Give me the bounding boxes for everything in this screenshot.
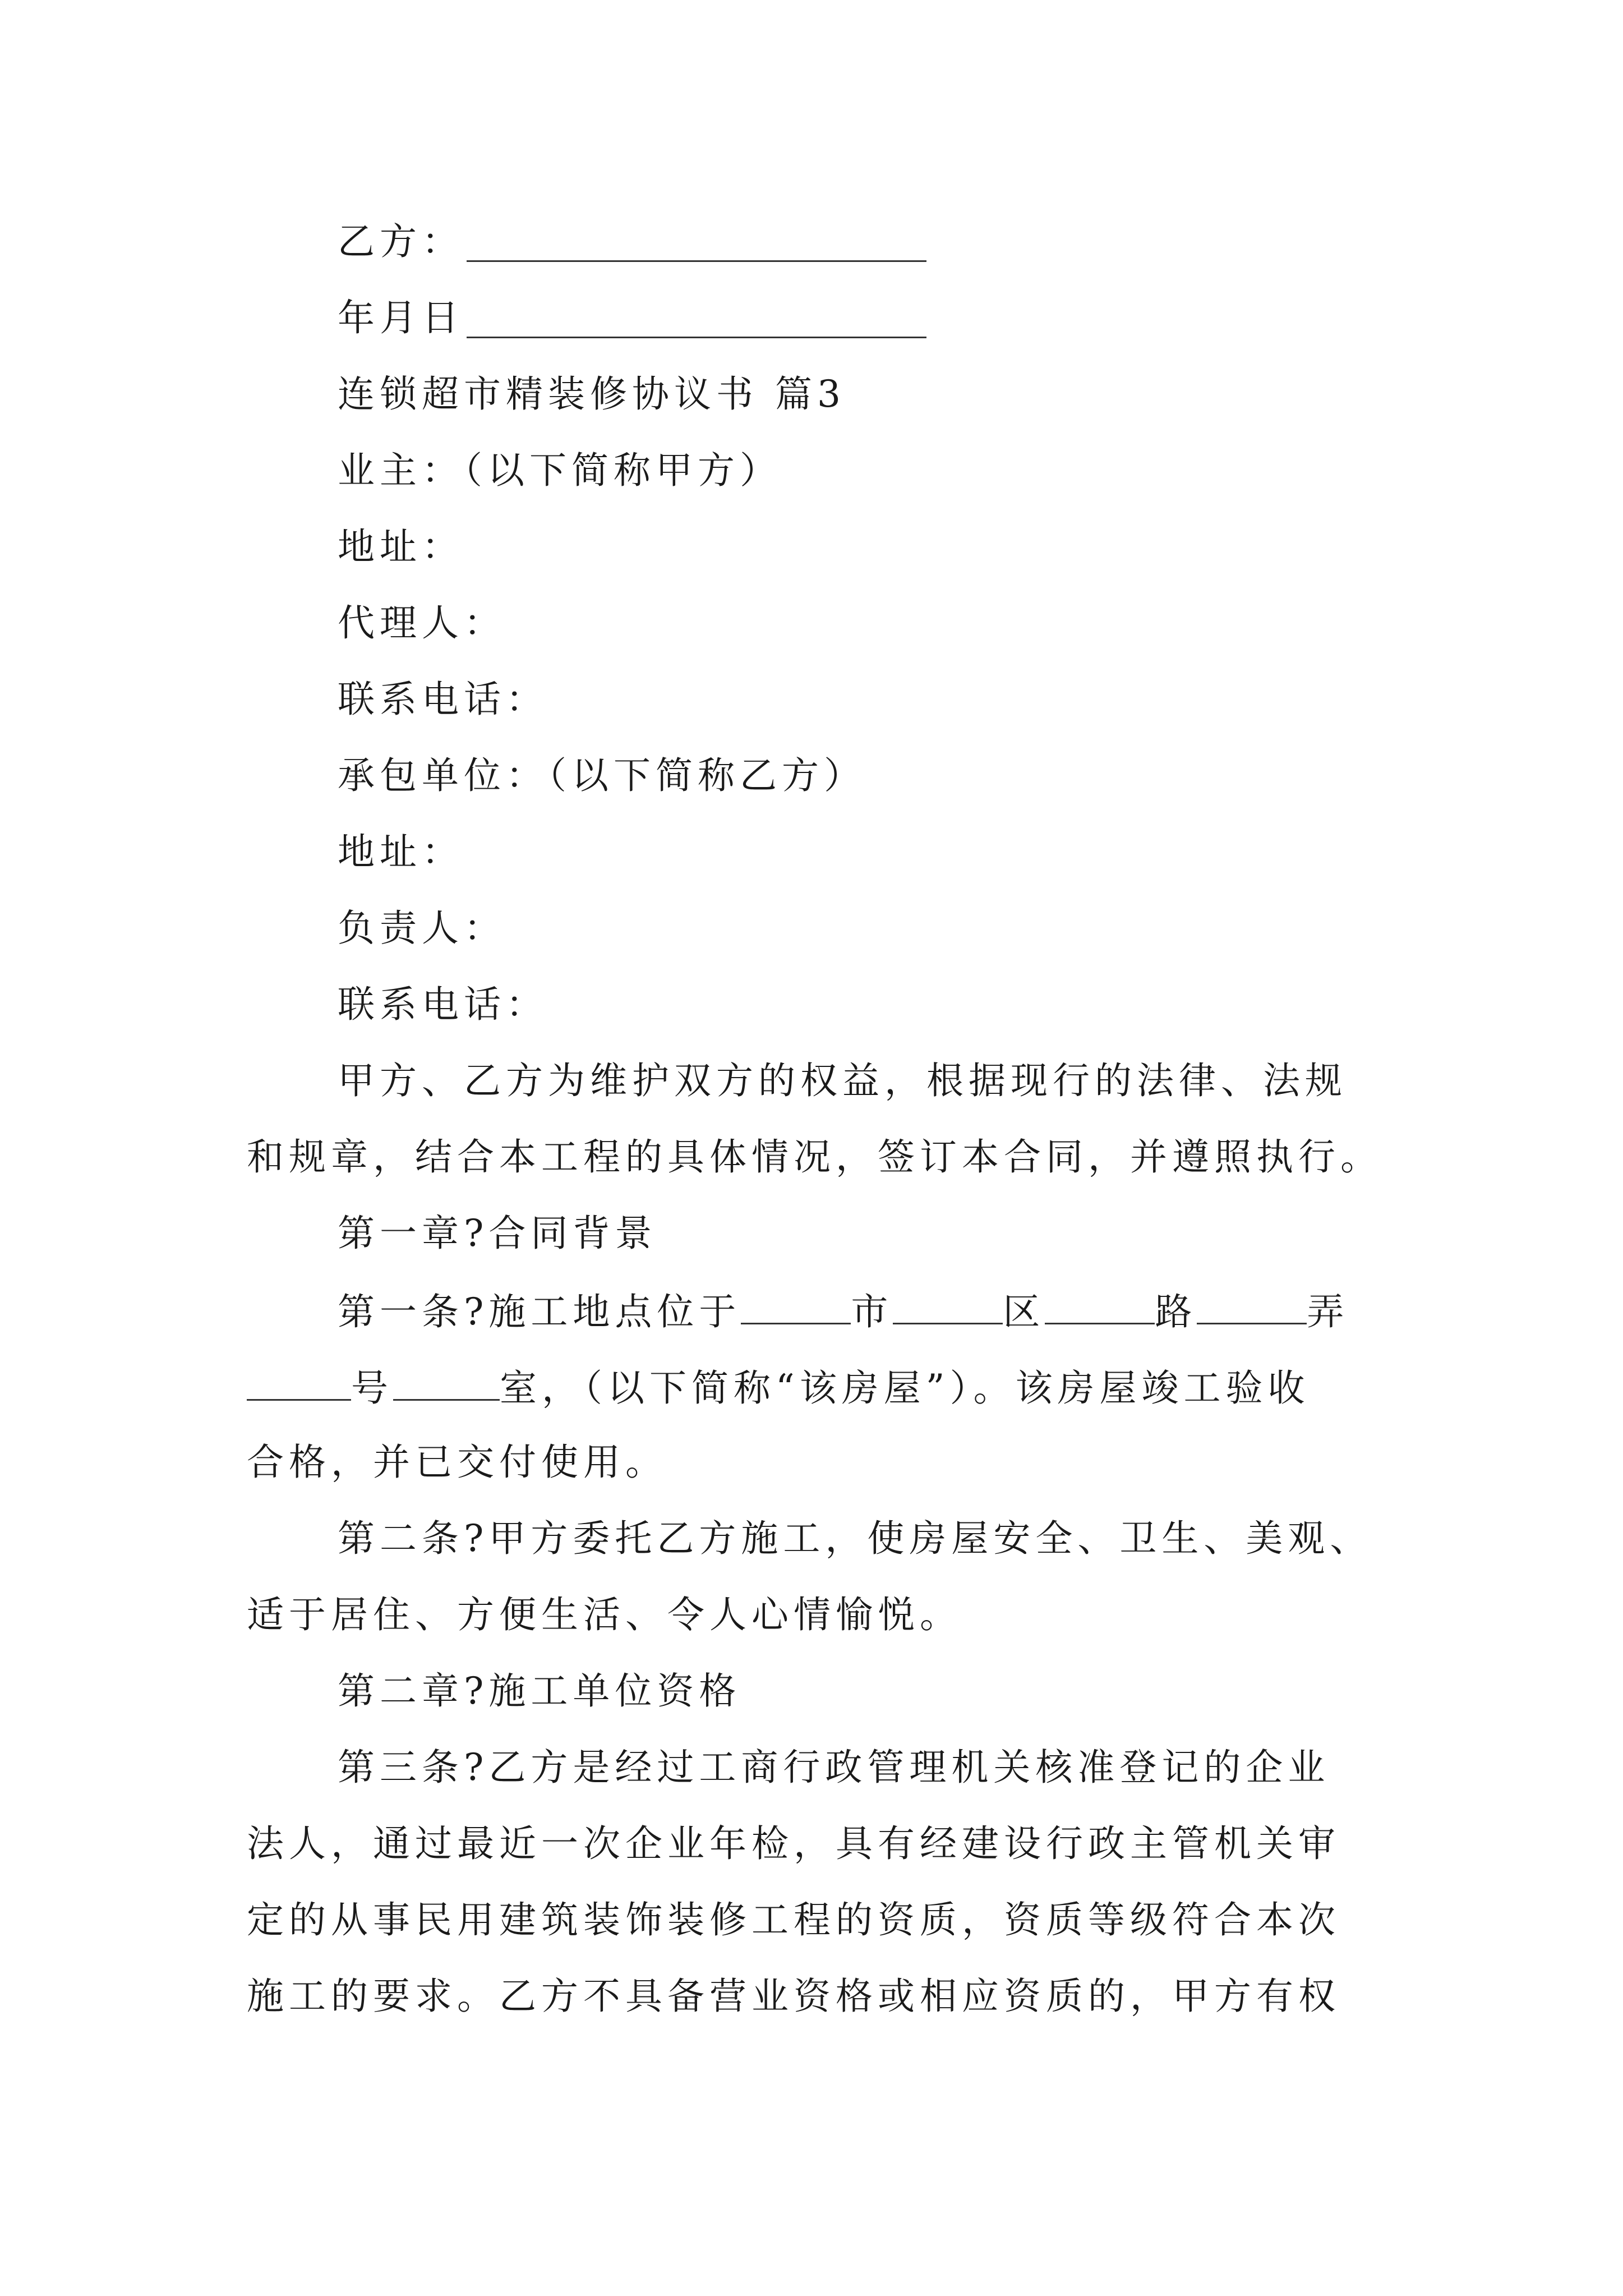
chapter-1-title: 第一章?合同背景 bbox=[338, 1212, 657, 1255]
preamble-line-2: 和规章，结合本工程的具体情况，签订本合同，并遵照执行。 bbox=[247, 1135, 1382, 1179]
owner-phone-label: 联系电话： bbox=[338, 678, 548, 721]
road-blank bbox=[1045, 1291, 1155, 1324]
section-title: 连锁超市精装修协议书 篇3 bbox=[338, 372, 846, 416]
preamble-line-1: 甲方、乙方为维护双方的权益，根据现行的法律、法规 bbox=[338, 1059, 1347, 1102]
city-word: 市 bbox=[851, 1290, 893, 1333]
lane-word: 弄 bbox=[1307, 1290, 1349, 1333]
room-word: 室，（以下简称“该房屋”）。该房屋竣工验收 bbox=[500, 1366, 1310, 1410]
article-3-line-3: 定的从事民用建筑装饰装修工程的资质，资质等级符合本次 bbox=[247, 1898, 1340, 1941]
district-blank bbox=[893, 1291, 1003, 1324]
article-3-line-4: 施工的要求。乙方不具备营业资格或相应资质的，甲方有权 bbox=[247, 1975, 1340, 2018]
article-2-line-1: 第二条?甲方委托乙方施工，使房屋安全、卫生、美观、 bbox=[338, 1517, 1372, 1560]
chapter-2-title: 第二章?施工单位资格 bbox=[338, 1669, 741, 1713]
room-blank bbox=[393, 1368, 500, 1401]
contractor-heading: 承包单位：（以下简称乙方） bbox=[338, 754, 866, 797]
article-1-line-3: 合格，并已交付使用。 bbox=[247, 1441, 667, 1484]
article-3-line-1: 第三条?乙方是经过工商行政管理机关核准登记的企业 bbox=[338, 1746, 1330, 1789]
date-signature-blank bbox=[467, 337, 926, 338]
article-1-line-2 bbox=[247, 1366, 1310, 1410]
owner-heading: 业主：（以下简称甲方） bbox=[338, 449, 782, 492]
article-1-line-1 bbox=[338, 1291, 1349, 1331]
owner-agent-label: 代理人： bbox=[338, 601, 506, 645]
city-blank bbox=[741, 1291, 851, 1324]
date-signature-label: 年月日 bbox=[338, 296, 464, 339]
article-1-intro: 第一条?施工地点位于 bbox=[338, 1290, 741, 1333]
lane-blank bbox=[1197, 1291, 1307, 1324]
party-b-signature-blank bbox=[467, 260, 926, 262]
district-word: 区 bbox=[1003, 1290, 1045, 1333]
number-word: 号 bbox=[351, 1366, 393, 1410]
article-3-line-2: 法人，通过最近一次企业年检，具有经建设行政主管机关审 bbox=[247, 1822, 1340, 1865]
contractor-responsible-label: 负责人： bbox=[338, 907, 506, 950]
road-word: 路 bbox=[1155, 1290, 1197, 1333]
article-2-line-2: 适于居住、方便生活、令人心情愉悦。 bbox=[247, 1593, 962, 1636]
contractor-address-label: 地址： bbox=[338, 830, 464, 873]
number-blank bbox=[247, 1368, 351, 1401]
owner-address-label: 地址： bbox=[338, 525, 464, 568]
contractor-phone-label: 联系电话： bbox=[338, 983, 548, 1026]
party-b-signature-label: 乙方： bbox=[338, 220, 464, 263]
